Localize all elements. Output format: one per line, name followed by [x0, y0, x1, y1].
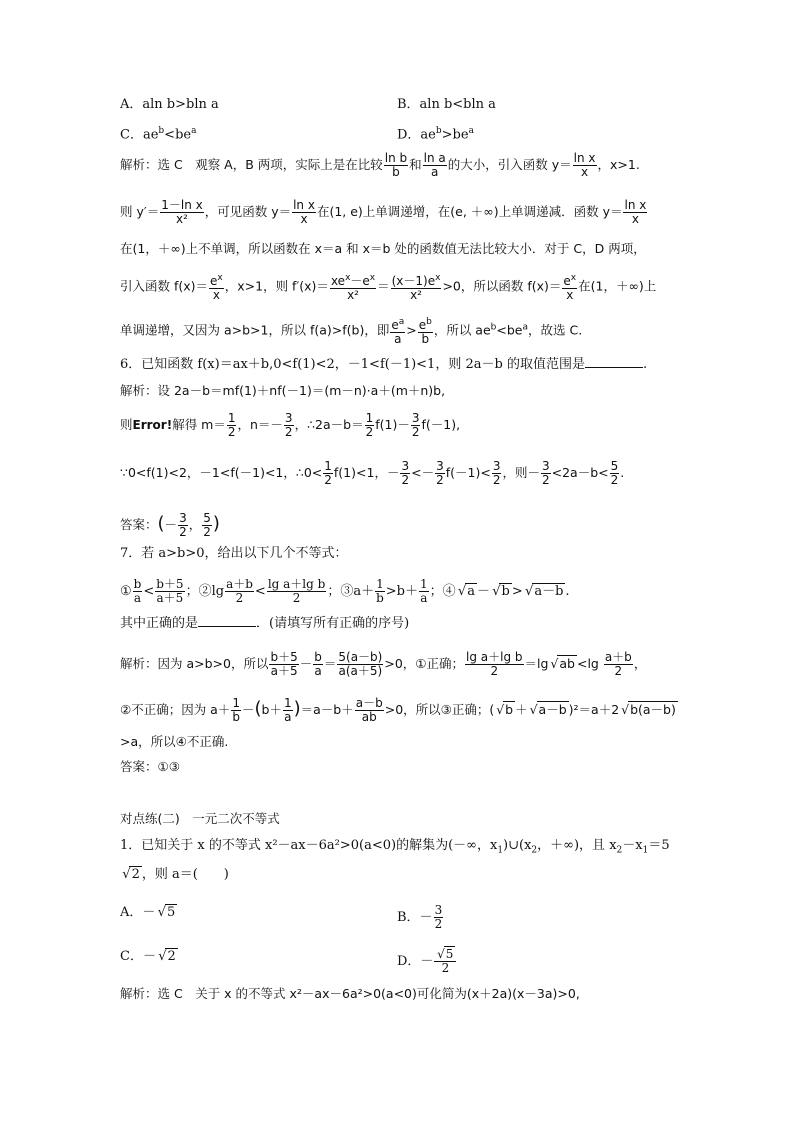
q6-solution-line1: 解析：设 2a－b＝mf(1)＋nf(－1)＝(m－n)·a＋(m＋n)b, [120, 383, 446, 398]
q7-stem: 7．若 a>b>0，给出以下几个不等式： [120, 546, 348, 561]
sec2-q1-line1: 1．已知关于 x 的不等式 x²－ax－6a²>0(a<0)的解集为(－∞，$x_1)\cup(x_2$，＋∞)，且 $x_2-x_1=5$ [120, 838, 670, 856]
q7-answer: 答案：①③ [120, 759, 180, 774]
q5-solution-line5: 单调递增，又因为 a>b>1，所以 f(a)>f(b)，即 $\frac{e^a}{a}$ > $\frac{e^b}{b}$ ，所以 $ae^b<be^a$，故选 C. [120, 317, 583, 346]
q6-solution-line2: 则Error!解得 m＝ $\frac{1}{2}$ ，n＝－ $\frac{3}{2}$ ，∴2a－b＝ $\frac{1}{2}$ f(1)－ $\frac{3}{2}$ f(－1), [120, 411, 461, 439]
q5-solution-line4: 引入函数 f(x)＝ $\frac{e^x}{x}$ ，x>1，则 f′(x)＝ $\frac{xe^x-e^x}{\text{x²}}$ ＝ $\frac{(x-1)e^x}{\text{x²}}$ >0，所以函数 f(x)＝ $\frac{e^x}{x}$ 在(1，＋∞)上 [120, 273, 657, 302]
sec2-q1-option-b: B．－ $\frac{3}{2}$ [397, 903, 443, 931]
q7-solution-line1: 解析：因为 a>b>0，所以 $\frac{b+5}{a+5}$ － $\frac{b}{a}$ ＝ $\frac{5(a-b)}{a(a+5)}$ >0，①正确； $\frac{\text{lg a＋lg b}}{2}$ ＝lg √ ab <lg $\frac{a+b}{2}$ ， [120, 651, 646, 678]
q6-answer: 答案：(－ $\frac{3}{2}$ ， $\frac{5}{2}$ ) [120, 511, 220, 539]
sec2-q1-line2: √ 2 ，则 a＝( ) [120, 866, 229, 884]
q7-solution-line3: >a，所以④不正确. [120, 734, 229, 749]
q5-option-a: A．aln b>bln a [120, 97, 219, 112]
q6-solution-line3: ∵0<f(1)<2，－1<f(－1)<1，∴0< $\frac{1}{2}$ f(1)<1，－ $\frac{3}{2}$ <－ $\frac{3}{2}$ f(－1)< $\frac{3}{2}$ ，则－ $\frac{3}{2}$ <2a－b< $\frac{5}{2}$ . [120, 459, 625, 487]
sec2-q1-option-c: C．－ √ 2 [120, 948, 178, 966]
q5-option-d: D．$ae^b>be^a$ [397, 126, 474, 143]
sec2-q1-option-a: A．－ √ 5 [120, 904, 177, 922]
q7-solution-line2: ②不正确；因为 a＋ $\frac{1}{b}$ －(b＋ $\frac{1}{a}$ )＝a－b＋ $\frac{a-b}{ab}$ >0，所以③正确；( √ b ＋ √ a－b )²＝a＋2 √ b(a－b) [120, 697, 678, 724]
q5-option-c: C．$ae^b<be^a$ [120, 126, 197, 143]
q6-stem: 6．已知函数 f(x)＝ax＋b,0<f(1)<2，－1<f(－1)<1，则 2a－b 的取值范围是 . [120, 357, 648, 372]
sec2-q1-option-d: D．－ √ $\frac{5}{2}$ [397, 948, 457, 975]
sec2-q1-solution: 解析：选 C 关于 x 的不等式 x²－ax－6a²>0(a<0)可化简为(x＋2a)(x－3a)>0, [120, 986, 580, 1001]
q5-solution-line1: 解析：选 C 观察 A，B 两项，实际上是在比较 $\frac{\text{ln b}}{b}$ 和 $\frac{\text{ln a}}{a}$ 的大小，引入函数 y＝ $\frac{\text{ln x}}{x}$ ，x>1. [120, 151, 640, 179]
q5-option-b: B．aln b<bln a [397, 97, 496, 112]
q7-ask: 其中正确的是 ．(请填写所有正确的序号) [120, 616, 410, 631]
section-title: 对点练(二) 一元二次不等式 [120, 811, 280, 826]
q7-items: ① $\frac{b}{a}$ < $\frac{b+5}{a+5}$ ；②lg $\frac{a+b}{2}$ < $\frac{\text{lg a＋lg b}}{2}$ ；③a＋ $\frac{1}{b}$ >b＋ $\frac{1}{a}$ ；④ √ a － √ b > √ a－b . [120, 578, 570, 605]
q5-solution-line3: 在(1，＋∞)上不单调，所以函数在 x＝a 和 x＝b 处的函数值无法比较大小．对于 C，D 两项， [120, 241, 646, 256]
q5-solution-line2: 则 y′＝ $\frac{\text{1－ln x}}{\text{x²}}$ ，可见函数 y＝ $\frac{\text{ln x}}{x}$ 在(1, e)上单调递增，在(e, ＋∞)上单调递减．函数 y＝ $\frac{\text{ln x}}{x}$ [120, 198, 647, 226]
